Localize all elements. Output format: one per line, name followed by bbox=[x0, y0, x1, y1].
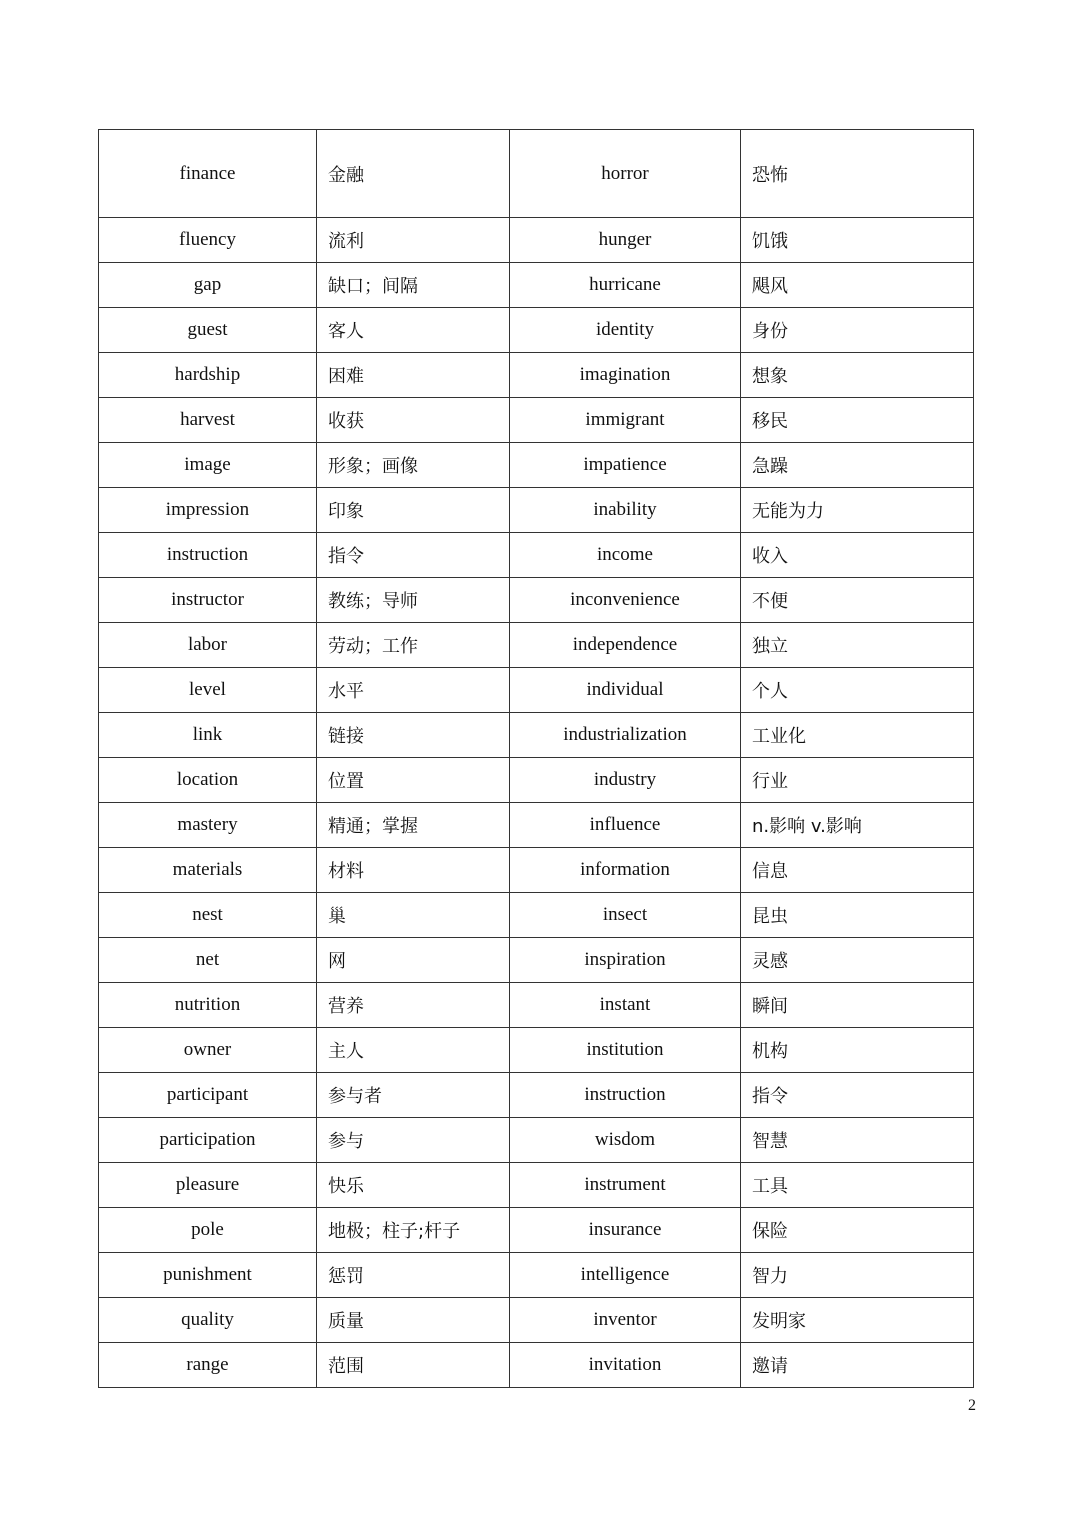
english-word-a: gap bbox=[99, 263, 317, 308]
table-row bbox=[99, 533, 974, 578]
english-word-b: institution bbox=[510, 1028, 741, 1073]
english-word-b: identity bbox=[510, 308, 741, 353]
english-word-a: mastery bbox=[99, 803, 317, 848]
chinese-meaning-a: 主人 bbox=[317, 1028, 510, 1073]
vocabulary-table bbox=[98, 129, 974, 1388]
table-row bbox=[99, 668, 974, 713]
english-word-b: impatience bbox=[510, 443, 741, 488]
chinese-meaning-b: 身份 bbox=[741, 308, 974, 353]
english-word-a: pleasure bbox=[99, 1163, 317, 1208]
table-row bbox=[99, 803, 974, 848]
english-word-b: inventor bbox=[510, 1298, 741, 1343]
chinese-meaning-b: 智力 bbox=[741, 1253, 974, 1298]
chinese-meaning-a: 营养 bbox=[317, 983, 510, 1028]
english-word-b: information bbox=[510, 848, 741, 893]
page-number: 2 bbox=[968, 1397, 976, 1414]
english-word-a: hardship bbox=[99, 353, 317, 398]
english-word-a: guest bbox=[99, 308, 317, 353]
chinese-meaning-a: 流利 bbox=[317, 218, 510, 263]
chinese-meaning-b: 信息 bbox=[741, 848, 974, 893]
chinese-meaning-a: 链接 bbox=[317, 713, 510, 758]
table-row bbox=[99, 623, 974, 668]
english-word-b: hunger bbox=[510, 218, 741, 263]
english-word-a: range bbox=[99, 1343, 317, 1388]
table-row bbox=[99, 1073, 974, 1118]
chinese-meaning-a: 参与者 bbox=[317, 1073, 510, 1118]
english-word-a: labor bbox=[99, 623, 317, 668]
english-word-b: insect bbox=[510, 893, 741, 938]
chinese-meaning-b: n.影响 v.影响 bbox=[741, 803, 974, 848]
chinese-meaning-a: 水平 bbox=[317, 668, 510, 713]
chinese-meaning-b: 无能为力 bbox=[741, 488, 974, 533]
english-word-b: insurance bbox=[510, 1208, 741, 1253]
english-word-a: materials bbox=[99, 848, 317, 893]
english-word-a: impression bbox=[99, 488, 317, 533]
chinese-meaning-b: 飓风 bbox=[741, 263, 974, 308]
english-word-a: participant bbox=[99, 1073, 317, 1118]
english-word-a: punishment bbox=[99, 1253, 317, 1298]
chinese-meaning-b: 收入 bbox=[741, 533, 974, 578]
english-word-b: intelligence bbox=[510, 1253, 741, 1298]
english-word-b: inspiration bbox=[510, 938, 741, 983]
chinese-meaning-b: 发明家 bbox=[741, 1298, 974, 1343]
chinese-meaning-a: 客人 bbox=[317, 308, 510, 353]
chinese-meaning-a: 金融 bbox=[317, 130, 510, 218]
chinese-meaning-a: 缺口；间隔 bbox=[317, 263, 510, 308]
chinese-meaning-a: 地极；柱子;杆子 bbox=[317, 1208, 510, 1253]
table-row bbox=[99, 1298, 974, 1343]
chinese-meaning-a: 形象；画像 bbox=[317, 443, 510, 488]
english-word-a: finance bbox=[99, 130, 317, 218]
chinese-meaning-a: 巢 bbox=[317, 893, 510, 938]
chinese-meaning-a: 范围 bbox=[317, 1343, 510, 1388]
table-row bbox=[99, 938, 974, 983]
english-word-b: income bbox=[510, 533, 741, 578]
english-word-b: instant bbox=[510, 983, 741, 1028]
table-row bbox=[99, 713, 974, 758]
chinese-meaning-a: 印象 bbox=[317, 488, 510, 533]
chinese-meaning-b: 个人 bbox=[741, 668, 974, 713]
table-row bbox=[99, 353, 974, 398]
chinese-meaning-a: 快乐 bbox=[317, 1163, 510, 1208]
table-row bbox=[99, 488, 974, 533]
chinese-meaning-a: 指令 bbox=[317, 533, 510, 578]
english-word-a: instructor bbox=[99, 578, 317, 623]
english-word-a: link bbox=[99, 713, 317, 758]
table-row bbox=[99, 758, 974, 803]
english-word-b: industrialization bbox=[510, 713, 741, 758]
english-word-a: harvest bbox=[99, 398, 317, 443]
chinese-meaning-a: 困难 bbox=[317, 353, 510, 398]
table-row bbox=[99, 893, 974, 938]
table-row bbox=[99, 848, 974, 893]
chinese-meaning-b: 行业 bbox=[741, 758, 974, 803]
chinese-meaning-b: 保险 bbox=[741, 1208, 974, 1253]
table-row bbox=[99, 130, 974, 218]
english-word-a: quality bbox=[99, 1298, 317, 1343]
chinese-meaning-b: 工具 bbox=[741, 1163, 974, 1208]
english-word-a: nutrition bbox=[99, 983, 317, 1028]
chinese-meaning-b: 指令 bbox=[741, 1073, 974, 1118]
chinese-meaning-b: 急躁 bbox=[741, 443, 974, 488]
chinese-meaning-a: 材料 bbox=[317, 848, 510, 893]
english-word-b: instruction bbox=[510, 1073, 741, 1118]
english-word-b: horror bbox=[510, 130, 741, 218]
english-word-a: net bbox=[99, 938, 317, 983]
english-word-a: instruction bbox=[99, 533, 317, 578]
english-word-a: image bbox=[99, 443, 317, 488]
chinese-meaning-a: 位置 bbox=[317, 758, 510, 803]
chinese-meaning-a: 收获 bbox=[317, 398, 510, 443]
chinese-meaning-b: 机构 bbox=[741, 1028, 974, 1073]
vocabulary-table-body bbox=[99, 130, 974, 1388]
english-word-b: inconvenience bbox=[510, 578, 741, 623]
english-word-b: influence bbox=[510, 803, 741, 848]
table-row bbox=[99, 308, 974, 353]
chinese-meaning-b: 瞬间 bbox=[741, 983, 974, 1028]
chinese-meaning-a: 质量 bbox=[317, 1298, 510, 1343]
chinese-meaning-a: 教练；导师 bbox=[317, 578, 510, 623]
table-row bbox=[99, 1118, 974, 1163]
chinese-meaning-a: 参与 bbox=[317, 1118, 510, 1163]
english-word-b: hurricane bbox=[510, 263, 741, 308]
table-row bbox=[99, 398, 974, 443]
english-word-b: inability bbox=[510, 488, 741, 533]
table-row bbox=[99, 1028, 974, 1073]
chinese-meaning-a: 精通；掌握 bbox=[317, 803, 510, 848]
english-word-b: wisdom bbox=[510, 1118, 741, 1163]
table-row bbox=[99, 218, 974, 263]
chinese-meaning-b: 饥饿 bbox=[741, 218, 974, 263]
english-word-a: location bbox=[99, 758, 317, 803]
chinese-meaning-b: 邀请 bbox=[741, 1343, 974, 1388]
chinese-meaning-b: 灵感 bbox=[741, 938, 974, 983]
english-word-a: owner bbox=[99, 1028, 317, 1073]
chinese-meaning-a: 网 bbox=[317, 938, 510, 983]
chinese-meaning-b: 工业化 bbox=[741, 713, 974, 758]
chinese-meaning-b: 昆虫 bbox=[741, 893, 974, 938]
table-row bbox=[99, 1253, 974, 1298]
english-word-b: imagination bbox=[510, 353, 741, 398]
chinese-meaning-b: 不便 bbox=[741, 578, 974, 623]
chinese-meaning-b: 恐怖 bbox=[741, 130, 974, 218]
chinese-meaning-b: 独立 bbox=[741, 623, 974, 668]
table-row bbox=[99, 1208, 974, 1253]
table-row bbox=[99, 1163, 974, 1208]
chinese-meaning-a: 劳动；工作 bbox=[317, 623, 510, 668]
table-row bbox=[99, 983, 974, 1028]
english-word-a: fluency bbox=[99, 218, 317, 263]
chinese-meaning-a: 惩罚 bbox=[317, 1253, 510, 1298]
chinese-meaning-b: 智慧 bbox=[741, 1118, 974, 1163]
english-word-b: immigrant bbox=[510, 398, 741, 443]
table-row bbox=[99, 443, 974, 488]
english-word-a: nest bbox=[99, 893, 317, 938]
english-word-b: instrument bbox=[510, 1163, 741, 1208]
english-word-b: independence bbox=[510, 623, 741, 668]
chinese-meaning-b: 移民 bbox=[741, 398, 974, 443]
table-row bbox=[99, 578, 974, 623]
english-word-a: level bbox=[99, 668, 317, 713]
english-word-b: invitation bbox=[510, 1343, 741, 1388]
english-word-b: individual bbox=[510, 668, 741, 713]
english-word-b: industry bbox=[510, 758, 741, 803]
chinese-meaning-b: 想象 bbox=[741, 353, 974, 398]
table-row bbox=[99, 1343, 974, 1388]
english-word-a: pole bbox=[99, 1208, 317, 1253]
english-word-a: participation bbox=[99, 1118, 317, 1163]
table-row bbox=[99, 263, 974, 308]
